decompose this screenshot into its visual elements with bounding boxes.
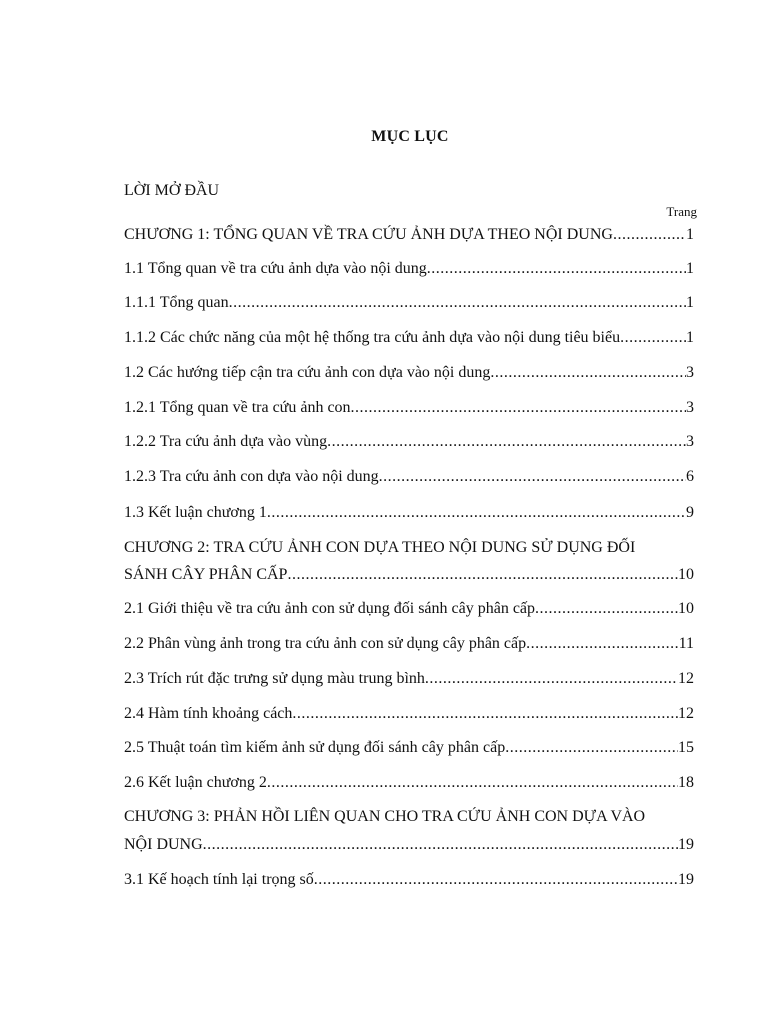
toc-entry-page: 1 — [686, 329, 694, 346]
toc-entry-page: 15 — [678, 739, 694, 756]
toc-leader — [425, 668, 678, 690]
toc-entry-heading-line: CHƯƠNG 3: PHẢN HỒI LIÊN QUAN CHO TRA CỨU ẢNH CON DỰA VÀO — [124, 808, 646, 825]
toc-entry-text: 2.3 Trích rút đặc trưng sử dụng màu trung bình — [124, 670, 425, 687]
toc-leader — [526, 633, 678, 655]
toc-leader — [505, 737, 678, 759]
toc-entry-page: 11 — [678, 635, 694, 652]
toc-entry-text: 2.2 Phân vùng ảnh trong tra cứu ảnh con sử dụng cây phân cấp — [124, 635, 527, 652]
toc-entry-page: 1 — [686, 294, 694, 311]
toc-leader — [314, 869, 678, 891]
toc-entry-page: 1 — [686, 260, 694, 277]
toc-entry — [124, 703, 694, 725]
toc-leader — [327, 431, 686, 453]
toc-entry-page: 19 — [678, 836, 694, 853]
toc-title: MỤC LỤC — [371, 128, 449, 145]
toc-entry — [124, 869, 694, 891]
toc-entry — [124, 737, 694, 759]
toc-entry-page: 19 — [678, 871, 694, 888]
toc-entry-page: 1 — [686, 226, 694, 243]
toc-entry — [124, 327, 694, 349]
toc-entry-text: 1.3 Kết luận chương 1 — [124, 504, 267, 521]
toc-entry-text: NỘI DUNG — [124, 836, 203, 853]
toc-entry — [124, 292, 694, 314]
toc-entry-text: 3.1 Kế hoạch tính lại trọng số — [124, 871, 314, 888]
toc-entry-page: 3 — [686, 364, 694, 381]
toc-entry-text: CHƯƠNG 1: TỔNG QUAN VỀ TRA CỨU ẢNH DỰA THEO NỘI DUNG — [124, 226, 613, 243]
toc-entry — [124, 834, 694, 856]
toc-entry — [124, 772, 694, 794]
toc-leader — [490, 362, 686, 384]
toc-leader — [535, 598, 678, 620]
toc-entry-text: 1.1.1 Tổng quan — [124, 294, 229, 311]
toc-entry-heading-line: CHƯƠNG 2: TRA CỨU ẢNH CON DỰA THEO NỘI DUNG SỬ DỤNG ĐỐI — [124, 539, 636, 556]
toc-entry-text: 1.2 Các hướng tiếp cận tra cứu ảnh con dựa vào nội dung — [124, 364, 491, 381]
toc-leader — [351, 397, 686, 419]
toc-leader — [379, 466, 686, 488]
toc-leader — [620, 327, 686, 349]
toc-entry-page: 18 — [678, 774, 694, 791]
toc-entry — [124, 397, 694, 419]
toc-entry — [124, 564, 694, 586]
page-column-header: Trang — [666, 204, 697, 219]
toc-entry-text: 2.5 Thuật toán tìm kiếm ảnh sử dụng đối sánh cây phân cấp — [124, 739, 506, 756]
toc-entry — [124, 598, 694, 620]
toc-entry-page: 10 — [678, 566, 694, 583]
toc-entry-page: 3 — [686, 399, 694, 416]
toc-entry-page: 3 — [686, 433, 694, 450]
toc-entry-page: 9 — [686, 504, 694, 521]
preface-heading: LỜI MỞ ĐẦU — [124, 182, 220, 199]
toc-entry-page: 6 — [686, 468, 694, 485]
toc-entry-text: 1.1.2 Các chức năng của một hệ thống tra cứu ảnh dựa vào nội dung tiêu biểu — [124, 329, 621, 346]
toc-entry-text: 1.2.1 Tổng quan về tra cứu ảnh con — [124, 399, 351, 416]
toc-entry-text: 2.6 Kết luận chương 2 — [124, 774, 267, 791]
toc-leader — [613, 224, 686, 246]
toc-entry — [124, 668, 694, 690]
toc-entry-text: 1.2.2 Tra cứu ảnh dựa vào vùng — [124, 433, 328, 450]
toc-leader — [427, 258, 686, 280]
toc-entry-text: 2.1 Giới thiệu về tra cứu ảnh con sử dụng đối sánh cây phân cấp — [124, 600, 536, 617]
toc-leader — [267, 502, 686, 524]
toc-leader — [287, 564, 678, 586]
toc-entry-text: 1.1 Tổng quan về tra cứu ảnh dựa vào nội dung — [124, 260, 427, 277]
toc-entry — [124, 362, 694, 384]
toc-entry — [124, 431, 694, 453]
toc-entry-page: 12 — [678, 670, 694, 687]
toc-entry — [124, 466, 694, 488]
toc-entry-text: SÁNH CÂY PHÂN CẤP — [124, 566, 288, 583]
toc-leader — [203, 834, 678, 856]
toc-leader — [267, 772, 678, 794]
toc-leader — [229, 292, 686, 314]
toc-entry — [124, 633, 694, 655]
toc-leader — [292, 703, 678, 725]
toc-entry — [124, 502, 694, 524]
toc-entry-page: 10 — [678, 600, 694, 617]
toc-entry — [124, 258, 694, 280]
toc-entry-page: 12 — [678, 705, 694, 722]
toc-entry — [124, 224, 694, 246]
toc-entry-text: 1.2.3 Tra cứu ảnh con dựa vào nội dung — [124, 468, 379, 485]
toc-entry-text: 2.4 Hàm tính khoảng cách — [124, 705, 293, 722]
